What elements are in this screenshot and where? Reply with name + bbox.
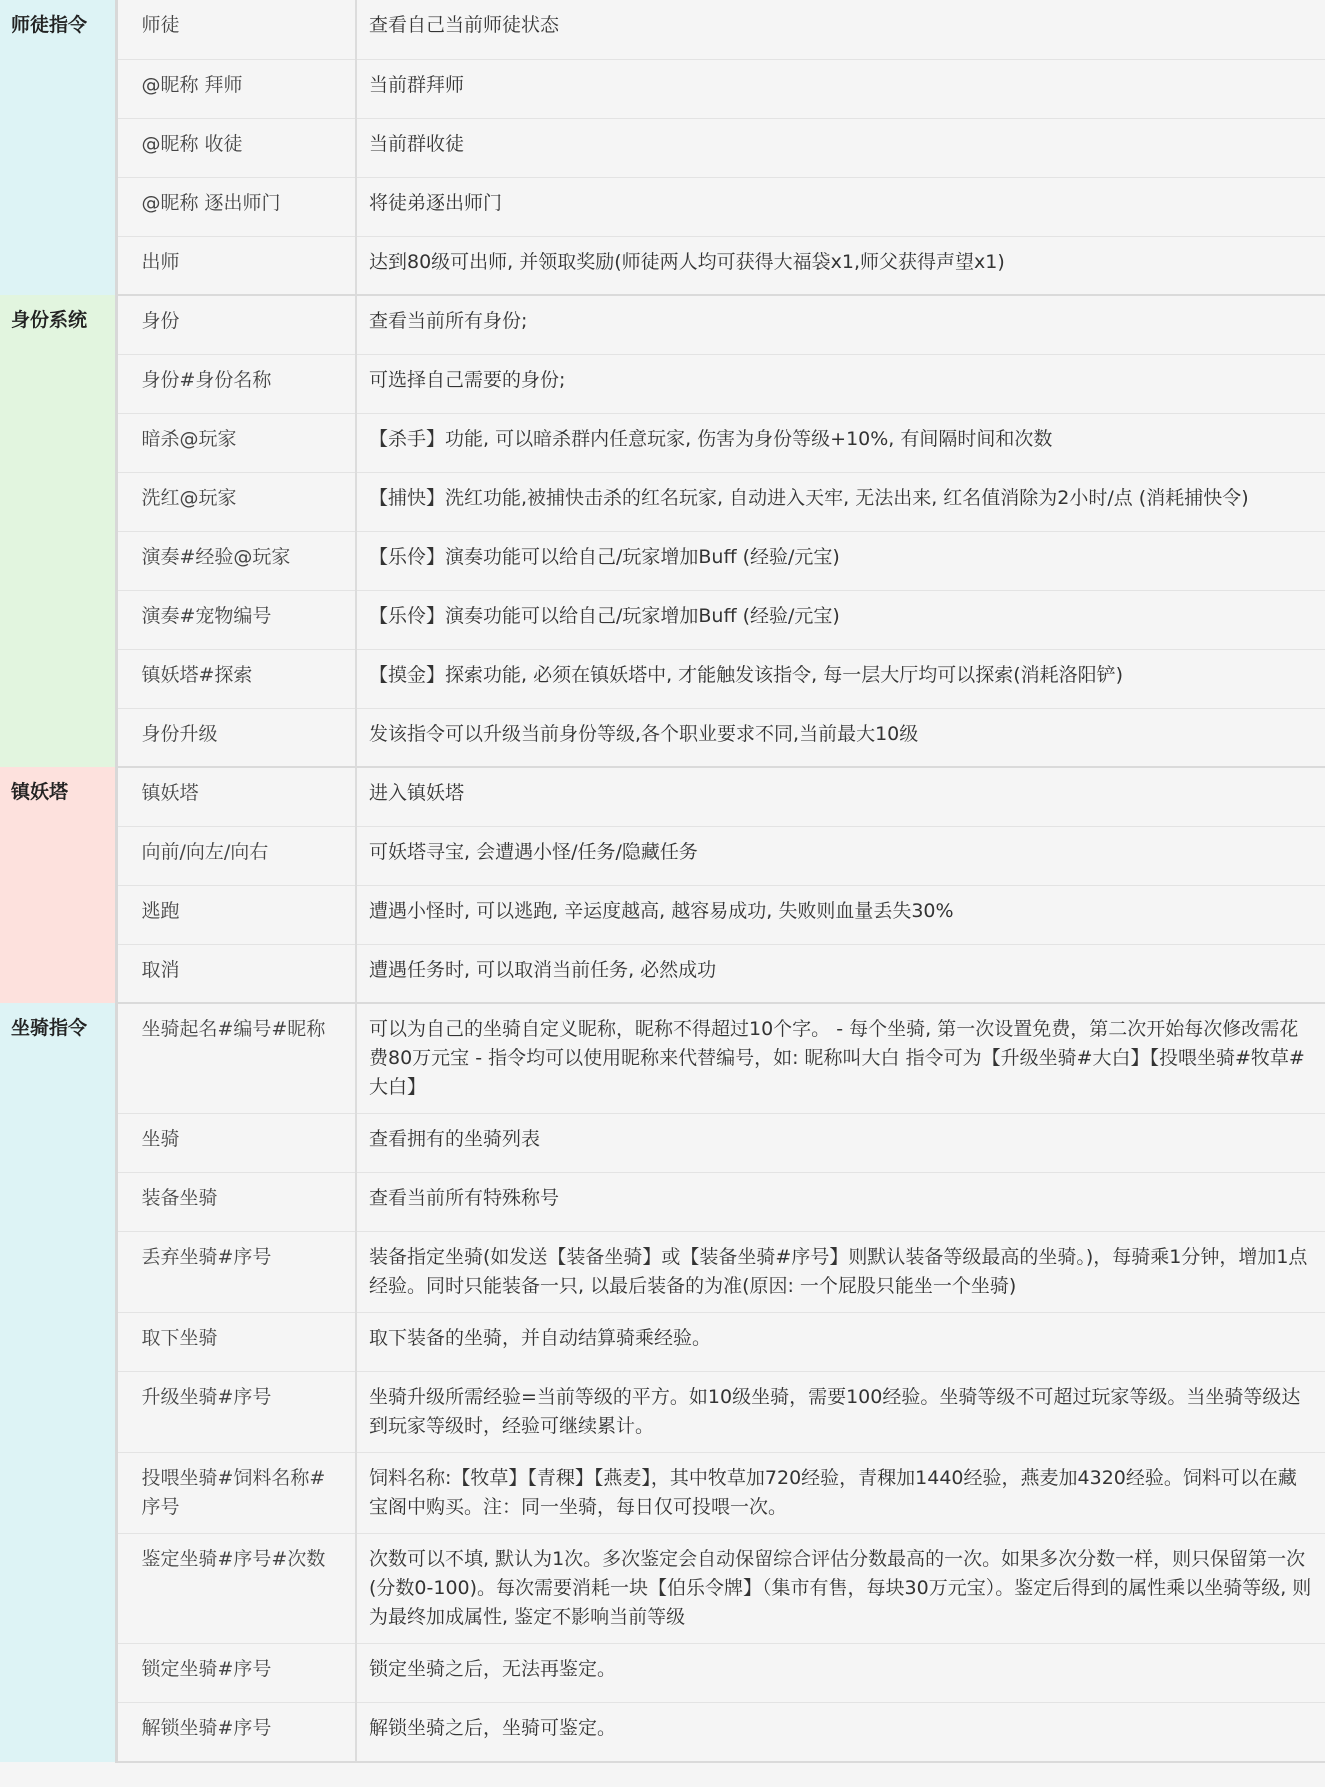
command-cell: 出师 (116, 236, 356, 295)
category-cell: 坐骑指令 (0, 1003, 116, 1762)
table-row (0, 236, 1325, 295)
description-cell: 查看拥有的坐骑列表 (356, 1114, 1325, 1173)
command-cell: 身份#身份名称 (116, 354, 356, 413)
description-cell: 【乐伶】演奏功能可以给自己/玩家增加Buff (经验/元宝) (356, 590, 1325, 649)
command-cell: 洗红@玩家 (116, 472, 356, 531)
table-row (0, 1313, 1325, 1372)
description-cell: 取下装备的坐骑，并自动结算骑乘经验。 (356, 1313, 1325, 1372)
table-row (0, 944, 1325, 1003)
table-row (0, 826, 1325, 885)
command-cell: 装备坐骑 (116, 1173, 356, 1232)
category-cell: 身份系统 (0, 295, 116, 767)
description-cell: 可选择自己需要的身份; (356, 354, 1325, 413)
command-cell: 镇妖塔 (116, 767, 356, 826)
command-cell: 取下坐骑 (116, 1313, 356, 1372)
description-cell: 【捕快】洗红功能,被捕快击杀的红名玩家, 自动进入天牢, 无法出来, 红名值消除为2小时/点 (消耗捕快令) (356, 472, 1325, 531)
table-row (0, 1003, 1325, 1114)
description-cell: 饲料名称:【牧草】【青稞】【燕麦】，其中牧草加720经验，青稞加1440经验，燕麦加4320经验。饲料可以在藏宝阁中购买。注：同一坐骑，每日仅可投喂一次。 (356, 1453, 1325, 1534)
command-cell: 演奏#经验@玩家 (116, 531, 356, 590)
table-row (0, 177, 1325, 236)
table-row (0, 59, 1325, 118)
description-cell: 当前群拜师 (356, 59, 1325, 118)
command-cell: 投喂坐骑#饲料名称#序号 (116, 1453, 356, 1534)
table-row (0, 590, 1325, 649)
command-cell: 师徒 (116, 0, 356, 59)
command-cell: 锁定坐骑#序号 (116, 1644, 356, 1703)
command-cell: 向前/向左/向右 (116, 826, 356, 885)
description-cell: 发该指令可以升级当前身份等级,各个职业要求不同,当前最大10级 (356, 708, 1325, 767)
table-row (0, 354, 1325, 413)
table-row (0, 1453, 1325, 1534)
table-row (0, 472, 1325, 531)
description-cell: 【摸金】探索功能, 必须在镇妖塔中, 才能触发该指令, 每一层大厅均可以探索(消耗洛阳铲) (356, 649, 1325, 708)
description-cell: 进入镇妖塔 (356, 767, 1325, 826)
table-row (0, 1644, 1325, 1703)
table-row (0, 885, 1325, 944)
description-cell: 查看当前所有特殊称号 (356, 1173, 1325, 1232)
table-row (0, 118, 1325, 177)
description-cell: 可妖塔寻宝, 会遭遇小怪/任务/隐藏任务 (356, 826, 1325, 885)
description-cell: 将徒弟逐出师门 (356, 177, 1325, 236)
table-row (0, 0, 1325, 59)
description-cell: 【乐伶】演奏功能可以给自己/玩家增加Buff (经验/元宝) (356, 531, 1325, 590)
description-cell: 当前群收徒 (356, 118, 1325, 177)
command-cell: 解锁坐骑#序号 (116, 1703, 356, 1762)
description-cell: 装备指定坐骑(如发送【装备坐骑】或【装备坐骑#序号】则默认装备等级最高的坐骑。)，每骑乘1分钟，增加1点经验。同时只能装备一只, 以最后装备的为准(原因: 一个屁股只能坐一个坐骑) (356, 1232, 1325, 1313)
description-cell: 查看自己当前师徒状态 (356, 0, 1325, 59)
description-cell: 【杀手】功能, 可以暗杀群内任意玩家, 伤害为身份等级+10%, 有间隔时间和次数 (356, 413, 1325, 472)
description-cell: 锁定坐骑之后，无法再鉴定。 (356, 1644, 1325, 1703)
command-cell: 坐骑 (116, 1114, 356, 1173)
command-cell: 升级坐骑#序号 (116, 1372, 356, 1453)
command-cell: 取消 (116, 944, 356, 1003)
command-cell: 镇妖塔#探索 (116, 649, 356, 708)
command-cell: 身份升级 (116, 708, 356, 767)
category-cell: 镇妖塔 (0, 767, 116, 1003)
description-cell: 可以为自己的坐骑自定义昵称，昵称不得超过10个字。 - 每个坐骑, 第一次设置免费，第二次开始每次修改需花费80万元宝 - 指令均可以使用昵称来代替编号，如: 昵称叫大白 指令可为【升级坐骑#大白】【投喂坐骑#牧草#大白】 (356, 1003, 1325, 1114)
description-cell: 达到80级可出师, 并领取奖励(师徒两人均可获得大福袋x1,师父获得声望x1) (356, 236, 1325, 295)
description-cell: 坐骑升级所需经验=当前等级的平方。如10级坐骑，需要100经验。坐骑等级不可超过玩家等级。当坐骑等级达到玩家等级时，经验可继续累计。 (356, 1372, 1325, 1453)
command-cell: 坐骑起名#编号#昵称 (116, 1003, 356, 1114)
command-cell: 身份 (116, 295, 356, 354)
category-cell: 师徒指令 (0, 0, 116, 295)
command-cell: @昵称 拜师 (116, 59, 356, 118)
table-row (0, 767, 1325, 826)
table-row (0, 413, 1325, 472)
table-row (0, 1173, 1325, 1232)
table-row (0, 1372, 1325, 1453)
command-cell: 暗杀@玩家 (116, 413, 356, 472)
table-row (0, 531, 1325, 590)
description-cell: 查看当前所有身份; (356, 295, 1325, 354)
command-cell: 丢弃坐骑#序号 (116, 1232, 356, 1313)
command-cell: 演奏#宠物编号 (116, 590, 356, 649)
command-cell: @昵称 收徒 (116, 118, 356, 177)
table-row (0, 1703, 1325, 1762)
table-row (0, 649, 1325, 708)
description-cell: 遭遇小怪时, 可以逃跑, 辛运度越高, 越容易成功, 失败则血量丢失30% (356, 885, 1325, 944)
command-cell: @昵称 逐出师门 (116, 177, 356, 236)
command-cell: 鉴定坐骑#序号#次数 (116, 1534, 356, 1644)
command-cell: 逃跑 (116, 885, 356, 944)
description-cell: 次数可以不填, 默认为1次。多次鉴定会自动保留综合评估分数最高的一次。如果多次分数一样，则只保留第一次(分数0-100)。每次需要消耗一块【伯乐令牌】（集市有售，每块30万元宝）。鉴定后得到的属性乘以坐骑等级, 则为最终加成属性, 鉴定不影响当前等级 (356, 1534, 1325, 1644)
table-row (0, 1232, 1325, 1313)
table-row (0, 1534, 1325, 1644)
table-row (0, 295, 1325, 354)
description-cell: 解锁坐骑之后，坐骑可鉴定。 (356, 1703, 1325, 1762)
table-row (0, 708, 1325, 767)
table-row (0, 1114, 1325, 1173)
description-cell: 遭遇任务时, 可以取消当前任务, 必然成功 (356, 944, 1325, 1003)
